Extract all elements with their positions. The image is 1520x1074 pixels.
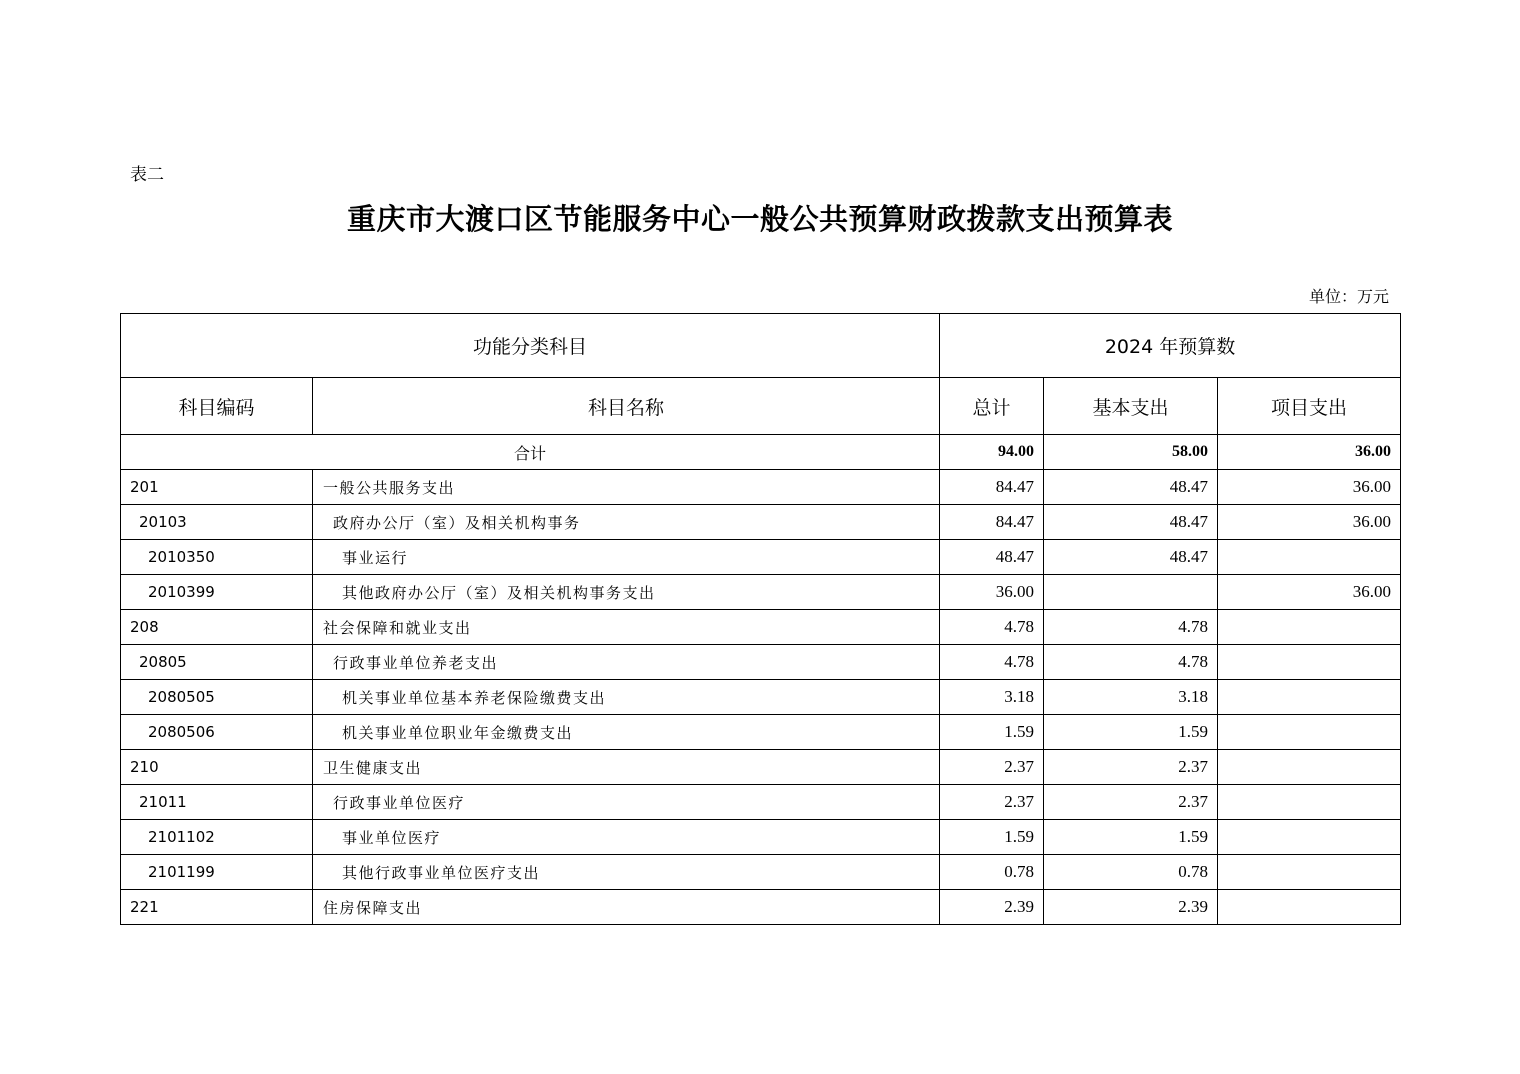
row-project xyxy=(1218,610,1401,645)
header-total: 总计 xyxy=(940,378,1044,435)
table-row xyxy=(121,505,1401,540)
header-subject-code: 科目编码 xyxy=(121,378,313,435)
row-code: 2080505 xyxy=(121,680,313,715)
header-column-row xyxy=(121,378,1401,435)
row-total: 2.39 xyxy=(940,890,1044,925)
header-subject-name: 科目名称 xyxy=(313,378,940,435)
table-row xyxy=(121,785,1401,820)
row-code: 208 xyxy=(121,610,313,645)
row-project: 36.00 xyxy=(1218,470,1401,505)
row-basic: 4.78 xyxy=(1044,645,1218,680)
table-row xyxy=(121,715,1401,750)
row-basic: 2.39 xyxy=(1044,890,1218,925)
row-project xyxy=(1218,750,1401,785)
row-name: 事业运行 xyxy=(313,540,940,575)
row-total: 36.00 xyxy=(940,575,1044,610)
row-name: 机关事业单位基本养老保险缴费支出 xyxy=(313,680,940,715)
header-group-row xyxy=(121,314,1401,378)
row-total: 84.47 xyxy=(940,505,1044,540)
row-name: 政府办公厅（室）及相关机构事务 xyxy=(313,505,940,540)
row-project xyxy=(1218,645,1401,680)
row-code: 210 xyxy=(121,750,313,785)
header-project-expenditure: 项目支出 xyxy=(1218,378,1401,435)
row-total: 1.59 xyxy=(940,715,1044,750)
row-project xyxy=(1218,715,1401,750)
row-project xyxy=(1218,890,1401,925)
table-row xyxy=(121,645,1401,680)
row-basic: 0.78 xyxy=(1044,855,1218,890)
row-name: 一般公共服务支出 xyxy=(313,470,940,505)
table-row xyxy=(121,540,1401,575)
row-basic: 3.18 xyxy=(1044,680,1218,715)
row-project xyxy=(1218,820,1401,855)
row-code: 221 xyxy=(121,890,313,925)
row-total: 1.59 xyxy=(940,820,1044,855)
row-name: 行政事业单位医疗 xyxy=(313,785,940,820)
row-name: 其他行政事业单位医疗支出 xyxy=(313,855,940,890)
row-code: 21011 xyxy=(121,785,313,820)
table-row xyxy=(121,610,1401,645)
row-basic: 4.78 xyxy=(1044,610,1218,645)
row-total: 4.78 xyxy=(940,610,1044,645)
row-basic: 2.37 xyxy=(1044,750,1218,785)
table-row xyxy=(121,750,1401,785)
row-code: 2080506 xyxy=(121,715,313,750)
row-code: 2010350 xyxy=(121,540,313,575)
total-total: 94.00 xyxy=(940,435,1044,470)
row-name: 机关事业单位职业年金缴费支出 xyxy=(313,715,940,750)
row-basic xyxy=(1044,575,1218,610)
row-name: 卫生健康支出 xyxy=(313,750,940,785)
row-code: 201 xyxy=(121,470,313,505)
row-total: 3.18 xyxy=(940,680,1044,715)
row-total: 4.78 xyxy=(940,645,1044,680)
total-basic: 58.00 xyxy=(1044,435,1218,470)
row-total: 0.78 xyxy=(940,855,1044,890)
row-project: 36.00 xyxy=(1218,505,1401,540)
table-row xyxy=(121,820,1401,855)
row-name: 住房保障支出 xyxy=(313,890,940,925)
header-group-budget-year: 2024 年预算数 xyxy=(940,314,1401,378)
row-project xyxy=(1218,540,1401,575)
row-total: 48.47 xyxy=(940,540,1044,575)
total-label: 合计 xyxy=(121,435,940,470)
page-title: 重庆市大渡口区节能服务中心一般公共预算财政拨款支出预算表 xyxy=(346,202,1173,236)
header-group-functional-classification: 功能分类科目 xyxy=(121,314,940,378)
row-code: 20103 xyxy=(121,505,313,540)
table-row xyxy=(121,855,1401,890)
unit-label: 单位：万元 xyxy=(1308,287,1389,306)
row-total: 2.37 xyxy=(940,750,1044,785)
header-basic-expenditure: 基本支出 xyxy=(1044,378,1218,435)
row-code: 2010399 xyxy=(121,575,313,610)
table-row xyxy=(121,680,1401,715)
table-row xyxy=(121,575,1401,610)
row-project: 36.00 xyxy=(1218,575,1401,610)
row-basic: 48.47 xyxy=(1044,505,1218,540)
row-basic: 2.37 xyxy=(1044,785,1218,820)
row-basic: 1.59 xyxy=(1044,820,1218,855)
total-row xyxy=(121,435,1401,470)
row-basic: 48.47 xyxy=(1044,540,1218,575)
row-total: 2.37 xyxy=(940,785,1044,820)
row-name: 行政事业单位养老支出 xyxy=(313,645,940,680)
table-row xyxy=(121,890,1401,925)
row-total: 84.47 xyxy=(940,470,1044,505)
row-code: 2101102 xyxy=(121,820,313,855)
row-name: 事业单位医疗 xyxy=(313,820,940,855)
table-row xyxy=(121,470,1401,505)
row-name: 社会保障和就业支出 xyxy=(313,610,940,645)
table-label: 表二 xyxy=(130,165,164,185)
row-basic: 48.47 xyxy=(1044,470,1218,505)
row-basic: 1.59 xyxy=(1044,715,1218,750)
row-project xyxy=(1218,785,1401,820)
row-project xyxy=(1218,680,1401,715)
row-code: 2101199 xyxy=(121,855,313,890)
row-project xyxy=(1218,855,1401,890)
row-code: 20805 xyxy=(121,645,313,680)
budget-table xyxy=(120,313,1401,925)
total-project: 36.00 xyxy=(1218,435,1401,470)
row-name: 其他政府办公厅（室）及相关机构事务支出 xyxy=(313,575,940,610)
